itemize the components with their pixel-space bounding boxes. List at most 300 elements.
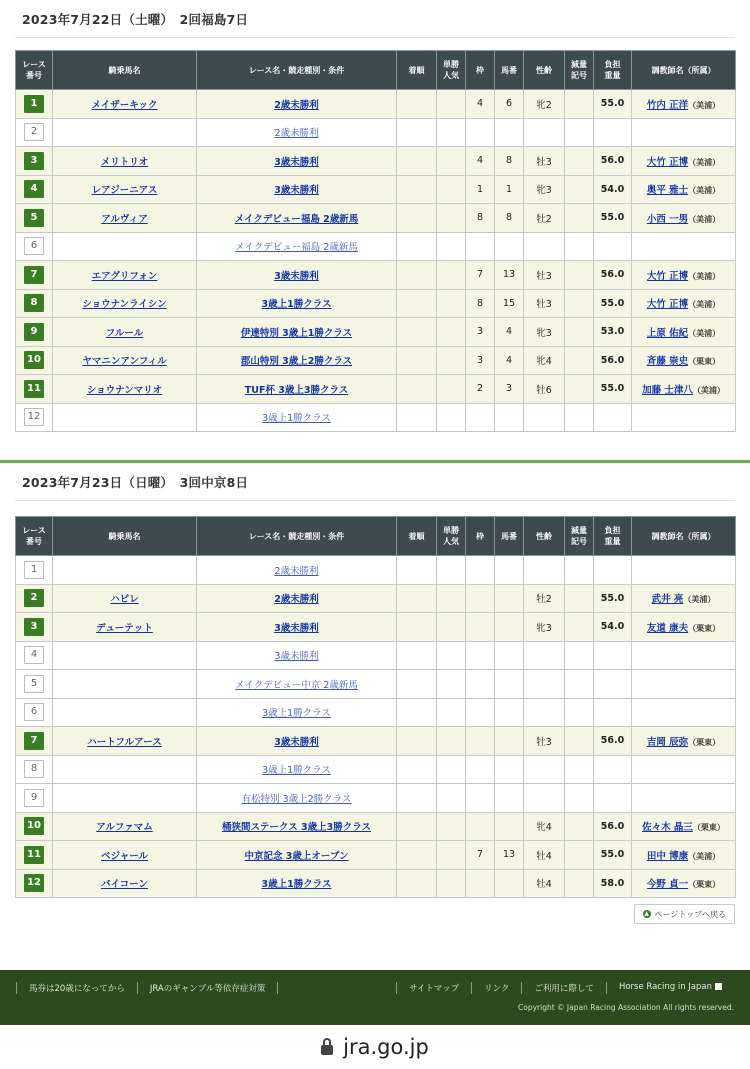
col-waku-header: 枠 <box>466 517 495 556</box>
table-row <box>16 118 736 147</box>
reduction-cell <box>565 375 594 404</box>
trainer-affiliation: （美浦） <box>692 385 725 395</box>
waku-cell: 1 <box>466 175 495 204</box>
race-name-link[interactable]: 2歳未勝利 <box>274 565 319 577</box>
reduction-cell <box>565 755 594 784</box>
weight-cell <box>594 403 632 432</box>
table-row <box>16 869 736 898</box>
table-row <box>16 727 736 756</box>
waku-cell <box>466 698 495 727</box>
trainer-cell <box>632 175 736 204</box>
race-number-badge[interactable]: 12 <box>24 408 44 426</box>
table-row <box>16 204 736 233</box>
col-finish-header: 着順 <box>397 517 437 556</box>
weight-cell <box>594 784 632 813</box>
popularity-cell <box>437 147 466 176</box>
waku-cell <box>466 784 495 813</box>
race-number-cell <box>16 841 53 870</box>
trainer-link[interactable]: 奥平 雅士 <box>646 185 689 197</box>
sex-age-cell: 牡3 <box>524 147 565 176</box>
popularity-cell <box>437 318 466 347</box>
race-number-badge[interactable]: 8 <box>24 760 44 778</box>
col-trainer-header: 調教師名（所属） <box>632 517 736 556</box>
waku-cell <box>466 118 495 147</box>
horse-link[interactable]: エアグリフォン <box>91 270 158 282</box>
footer-link-terms[interactable]: ご利用に際して <box>521 982 606 994</box>
umaban-cell: 8 <box>495 204 524 233</box>
horse-cell <box>53 118 197 147</box>
race-number-badge[interactable]: 2 <box>24 123 44 141</box>
page-top-label: ページトップへ戻る <box>654 909 726 919</box>
table-row <box>16 584 736 613</box>
horse-link[interactable]: ショウナンマリオ <box>86 384 163 396</box>
horse-link[interactable]: メイザーキック <box>91 99 158 111</box>
race-name-link[interactable]: 3歳未勝利 <box>274 185 319 197</box>
table-header-row <box>16 51 736 90</box>
trainer-affiliation: （美浦） <box>688 186 721 196</box>
umaban-cell <box>495 613 524 642</box>
horse-cell <box>53 403 197 432</box>
popularity-cell <box>437 727 466 756</box>
horse-link[interactable]: デューテット <box>96 622 153 634</box>
race-name-link[interactable]: 2歳未勝利 <box>274 594 319 606</box>
race-name-link[interactable]: 有松特別 3歳上2勝クラス <box>241 793 352 805</box>
race-number-badge[interactable]: 10 <box>24 351 44 369</box>
waku-cell <box>466 670 495 699</box>
weight-cell <box>594 118 632 147</box>
address-bar[interactable] <box>0 1025 750 1069</box>
trainer-link[interactable]: 小西 一男 <box>646 213 689 225</box>
race-name-cell <box>197 118 397 147</box>
race-name-cell <box>197 232 397 261</box>
weight-cell: 55.0 <box>594 584 632 613</box>
popularity-cell <box>437 232 466 261</box>
reduction-cell <box>565 869 594 898</box>
race-number-cell <box>16 670 53 699</box>
footer-link-links[interactable]: リンク <box>471 982 521 994</box>
footer-link-sitemap[interactable]: サイトマップ <box>396 982 471 994</box>
race-name-link[interactable]: 2歳未勝利 <box>274 99 319 111</box>
race-number-badge[interactable]: 11 <box>24 846 44 864</box>
popularity-cell <box>437 346 466 375</box>
table-header-row <box>16 517 736 556</box>
race-name-cell <box>197 613 397 642</box>
race-number-badge[interactable]: 5 <box>24 675 44 693</box>
weight-cell <box>594 698 632 727</box>
horse-cell <box>53 346 197 375</box>
weight-cell: 55.0 <box>594 90 632 119</box>
sex-age-cell: 牝3 <box>524 613 565 642</box>
reduction-cell <box>565 175 594 204</box>
sex-age-cell: 牡2 <box>524 584 565 613</box>
finish-cell <box>397 727 437 756</box>
race-number-badge[interactable]: 4 <box>24 180 44 198</box>
finish-cell <box>397 204 437 233</box>
reduction-cell <box>565 784 594 813</box>
race-number-badge[interactable]: 7 <box>24 732 44 750</box>
umaban-cell: 4 <box>495 318 524 347</box>
horse-link[interactable]: アルファマム <box>96 822 153 834</box>
race-number-badge[interactable]: 10 <box>24 817 44 835</box>
trainer-cell <box>632 869 736 898</box>
umaban-cell <box>495 641 524 670</box>
weight-cell: 54.0 <box>594 175 632 204</box>
trainer-link[interactable]: 竹内 正洋 <box>646 99 689 111</box>
footer-left-links <box>16 982 278 994</box>
trainer-affiliation: （栗東） <box>692 823 725 833</box>
col-reduction-header: 減量 記号 <box>565 517 594 556</box>
table-row <box>16 670 736 699</box>
race-name-link[interactable]: 3歳上1勝クラス <box>261 299 332 311</box>
race-name-link[interactable]: 桶狭間ステークス 3歳上3勝クラス <box>222 822 371 834</box>
table-row <box>16 318 736 347</box>
horse-cell <box>53 698 197 727</box>
race-number-badge[interactable]: 3 <box>24 618 44 636</box>
trainer-link[interactable]: 佐々木 晶三 <box>642 822 693 834</box>
race-name-link[interactable]: 3歳未勝利 <box>274 156 319 168</box>
race-name-link[interactable]: 3歳未勝利 <box>274 270 319 282</box>
race-number-cell <box>16 175 53 204</box>
umaban-cell: 15 <box>495 289 524 318</box>
popularity-cell <box>437 289 466 318</box>
horse-cell <box>53 289 197 318</box>
popularity-cell <box>437 812 466 841</box>
race-number-badge[interactable]: 9 <box>24 789 44 807</box>
trainer-cell <box>632 375 736 404</box>
reduction-cell <box>565 289 594 318</box>
popularity-cell <box>437 641 466 670</box>
popularity-cell <box>437 90 466 119</box>
table-row <box>16 175 736 204</box>
race-number-badge[interactable]: 2 <box>24 589 44 607</box>
popularity-cell <box>437 698 466 727</box>
col-race-no-header: レース 番号 <box>16 517 53 556</box>
race-number-badge[interactable]: 9 <box>24 323 44 341</box>
trainer-link[interactable]: 加藤 士津八 <box>642 384 693 396</box>
footer-link-gambling[interactable]: JRAのギャンブル等依存症対策 <box>137 982 279 994</box>
race-name-link[interactable]: 3歳上1勝クラス <box>261 879 332 891</box>
finish-cell <box>397 90 437 119</box>
trainer-link[interactable]: 田中 博康 <box>646 850 689 862</box>
reduction-cell <box>565 841 594 870</box>
race-number-cell <box>16 261 53 290</box>
horse-link[interactable]: ハートフルアース <box>87 736 162 748</box>
umaban-cell <box>495 869 524 898</box>
footer-link-english[interactable] <box>606 982 734 994</box>
race-number-badge[interactable]: 5 <box>24 209 44 227</box>
trainer-affiliation: （美浦） <box>688 271 721 281</box>
sex-age-cell <box>524 232 565 261</box>
col-race-name-header: レース名・競走種別・条件 <box>197 51 397 90</box>
horse-link[interactable]: アルヴィア <box>101 213 148 225</box>
col-race-name-header: レース名・競走種別・条件 <box>197 517 397 556</box>
race-number-cell <box>16 698 53 727</box>
reduction-cell <box>565 584 594 613</box>
trainer-cell <box>632 403 736 432</box>
col-sex-age-header: 性齢 <box>524 51 565 90</box>
waku-cell: 7 <box>466 261 495 290</box>
popularity-cell <box>437 375 466 404</box>
horse-cell <box>53 841 197 870</box>
race-number-badge[interactable]: 6 <box>24 703 44 721</box>
trainer-link[interactable]: 友道 康夫 <box>646 622 689 634</box>
race-name-link[interactable]: 郡山特別 3歳上2勝クラス <box>240 356 353 368</box>
waku-cell <box>466 727 495 756</box>
popularity-cell <box>437 869 466 898</box>
weight-cell: 56.0 <box>594 727 632 756</box>
race-name-link[interactable]: 2歳未勝利 <box>274 128 319 140</box>
table-row <box>16 784 736 813</box>
race-number-cell <box>16 118 53 147</box>
trainer-link[interactable]: 斉藤 崇史 <box>646 356 689 368</box>
popularity-cell <box>437 584 466 613</box>
race-name-cell <box>197 147 397 176</box>
umaban-cell <box>495 727 524 756</box>
trainer-link[interactable]: 武井 亮 <box>651 594 684 606</box>
waku-cell: 2 <box>466 375 495 404</box>
waku-cell: 4 <box>466 90 495 119</box>
col-finish-header: 着順 <box>397 51 437 90</box>
arrow-up-icon: ▲ <box>644 910 649 917</box>
race-number-badge[interactable]: 6 <box>24 237 44 255</box>
waku-cell: 3 <box>466 318 495 347</box>
table-row <box>16 556 736 585</box>
horse-cell <box>53 204 197 233</box>
race-number-cell <box>16 812 53 841</box>
horse-link[interactable]: メリトリオ <box>100 156 149 168</box>
umaban-cell: 8 <box>495 147 524 176</box>
table-row <box>16 346 736 375</box>
popularity-cell <box>437 613 466 642</box>
finish-cell <box>397 812 437 841</box>
trainer-affiliation: （美浦） <box>688 300 721 310</box>
race-name-cell <box>197 869 397 898</box>
umaban-cell <box>495 698 524 727</box>
day2-heading: 2023年7月23日（日曜） 3回中京8日 <box>22 474 249 490</box>
race-name-link[interactable]: メイクデビュー福島 2歳新馬 <box>235 242 358 254</box>
waku-cell <box>466 812 495 841</box>
table-row <box>16 375 736 404</box>
page-top-button[interactable] <box>634 904 735 924</box>
finish-cell <box>397 403 437 432</box>
external-link-icon <box>715 983 722 990</box>
popularity-cell <box>437 784 466 813</box>
popularity-cell <box>437 204 466 233</box>
trainer-cell <box>632 841 736 870</box>
reduction-cell <box>565 90 594 119</box>
reduction-cell <box>565 727 594 756</box>
horse-cell <box>53 147 197 176</box>
sex-age-cell: 牝3 <box>524 318 565 347</box>
horse-cell <box>53 584 197 613</box>
popularity-cell <box>437 556 466 585</box>
weight-cell: 58.0 <box>594 869 632 898</box>
weight-cell: 55.0 <box>594 841 632 870</box>
finish-cell <box>397 641 437 670</box>
race-name-cell <box>197 727 397 756</box>
umaban-cell <box>495 556 524 585</box>
race-number-cell <box>16 727 53 756</box>
horse-link[interactable]: ベジャール <box>100 850 149 862</box>
trainer-link[interactable]: 上原 佑紀 <box>646 327 689 339</box>
horse-cell <box>53 755 197 784</box>
trainer-cell <box>632 556 736 585</box>
sex-age-cell: 牝3 <box>524 175 565 204</box>
horse-cell <box>53 641 197 670</box>
race-number-cell <box>16 375 53 404</box>
weight-cell: 56.0 <box>594 261 632 290</box>
reduction-cell <box>565 613 594 642</box>
race-name-cell <box>197 698 397 727</box>
trainer-link[interactable]: 吉岡 辰弥 <box>646 736 689 748</box>
umaban-cell: 13 <box>495 841 524 870</box>
reduction-cell <box>565 641 594 670</box>
weight-cell: 56.0 <box>594 812 632 841</box>
race-name-link[interactable]: 伊達特別 3歳上1勝クラス <box>240 327 353 339</box>
race-name-link[interactable]: 3歳未勝利 <box>274 622 319 634</box>
finish-cell <box>397 584 437 613</box>
horse-link[interactable]: バイコーン <box>101 879 148 891</box>
table-row <box>16 841 736 870</box>
weight-cell: 56.0 <box>594 346 632 375</box>
reduction-cell <box>565 556 594 585</box>
col-weight-header: 負担 重量 <box>594 517 632 556</box>
race-name-link[interactable]: 3歳未勝利 <box>274 736 319 748</box>
race-number-badge[interactable]: 8 <box>24 294 44 312</box>
table-row <box>16 812 736 841</box>
race-name-link[interactable]: 3歳上1勝クラス <box>262 708 331 720</box>
day1-heading-rule <box>15 37 735 38</box>
sex-age-cell: 牝4 <box>524 812 565 841</box>
sex-age-cell <box>524 641 565 670</box>
umaban-cell: 3 <box>495 375 524 404</box>
sex-age-cell <box>524 755 565 784</box>
race-number-badge[interactable]: 7 <box>24 266 44 284</box>
weight-cell: 55.0 <box>594 289 632 318</box>
race-number-cell <box>16 346 53 375</box>
finish-cell <box>397 232 437 261</box>
horse-link[interactable]: レアジーニアス <box>91 185 158 197</box>
race-number-badge[interactable]: 1 <box>24 561 44 579</box>
weight-cell <box>594 556 632 585</box>
umaban-cell <box>495 812 524 841</box>
race-name-cell <box>197 584 397 613</box>
finish-cell <box>397 698 437 727</box>
horse-link[interactable]: ヤマニンアンフィル <box>82 356 167 368</box>
sex-age-cell: 牡3 <box>524 727 565 756</box>
popularity-cell <box>437 175 466 204</box>
footer-link-age[interactable]: 馬券は20歳になってから <box>16 982 137 994</box>
umaban-cell <box>495 584 524 613</box>
race-name-cell <box>197 346 397 375</box>
race-number-badge[interactable]: 3 <box>24 152 44 170</box>
trainer-link[interactable]: 大竹 正博 <box>646 156 689 168</box>
horse-cell <box>53 613 197 642</box>
trainer-cell <box>632 261 736 290</box>
popularity-cell <box>437 261 466 290</box>
race-name-cell <box>197 812 397 841</box>
weight-cell: 54.0 <box>594 613 632 642</box>
trainer-cell <box>632 613 736 642</box>
table-row <box>16 698 736 727</box>
race-number-cell <box>16 318 53 347</box>
horse-link[interactable]: ハビレ <box>110 594 139 606</box>
trainer-cell <box>632 232 736 261</box>
race-number-cell <box>16 556 53 585</box>
trainer-cell <box>632 346 736 375</box>
sex-age-cell: 牡4 <box>524 841 565 870</box>
finish-cell <box>397 841 437 870</box>
race-name-link[interactable]: 中京記念 3歳上オープン <box>244 850 349 862</box>
race-number-badge[interactable]: 12 <box>24 874 44 892</box>
col-race-no-header: レース 番号 <box>16 51 53 90</box>
race-name-link[interactable]: TUF杯 3歳上3勝クラス <box>244 384 349 396</box>
table-row <box>16 289 736 318</box>
horse-cell <box>53 175 197 204</box>
trainer-cell <box>632 727 736 756</box>
reduction-cell <box>565 261 594 290</box>
race-number-cell <box>16 613 53 642</box>
weight-cell <box>594 755 632 784</box>
table-row <box>16 90 736 119</box>
horse-cell <box>53 784 197 813</box>
race-name-link[interactable]: 3歳上1勝クラス <box>262 413 331 425</box>
trainer-link[interactable]: 大竹 正博 <box>646 299 689 311</box>
horse-cell <box>53 812 197 841</box>
reduction-cell <box>565 204 594 233</box>
waku-cell: 7 <box>466 841 495 870</box>
race-number-cell <box>16 147 53 176</box>
race-number-badge[interactable]: 4 <box>24 646 44 664</box>
trainer-affiliation: （栗東） <box>688 880 721 890</box>
finish-cell <box>397 118 437 147</box>
table-row <box>16 147 736 176</box>
sex-age-cell: 牡2 <box>524 204 565 233</box>
popularity-cell <box>437 118 466 147</box>
lock-icon <box>321 1045 333 1055</box>
popularity-cell <box>437 403 466 432</box>
sex-age-cell: 牝4 <box>524 346 565 375</box>
sex-age-cell: 牡4 <box>524 869 565 898</box>
race-name-cell <box>197 90 397 119</box>
trainer-affiliation: （栗東） <box>688 623 721 633</box>
race-name-link[interactable]: 3歳上1勝クラス <box>262 765 331 777</box>
race-number-cell <box>16 289 53 318</box>
horse-link[interactable]: ショウナンライシン <box>82 299 167 311</box>
race-name-link[interactable]: 3歳未勝利 <box>274 651 319 663</box>
waku-cell <box>466 613 495 642</box>
waku-cell: 3 <box>466 346 495 375</box>
trainer-cell <box>632 90 736 119</box>
trainer-link[interactable]: 今野 貞一 <box>646 879 689 891</box>
horse-link[interactable]: フルール <box>105 327 144 339</box>
race-name-link[interactable]: メイクデビュー中京 2歳新馬 <box>235 679 358 691</box>
reduction-cell <box>565 147 594 176</box>
url-text: jra.go.jp <box>343 1035 429 1059</box>
waku-cell <box>466 556 495 585</box>
race-name-cell <box>197 841 397 870</box>
sex-age-cell <box>524 118 565 147</box>
race-name-link[interactable]: メイクデビュー福島 2歳新馬 <box>234 213 359 225</box>
trainer-cell <box>632 670 736 699</box>
trainer-link[interactable]: 大竹 正博 <box>646 270 689 282</box>
umaban-cell <box>495 784 524 813</box>
race-number-badge[interactable]: 1 <box>24 95 44 113</box>
race-number-cell <box>16 232 53 261</box>
race-number-badge[interactable]: 11 <box>24 380 44 398</box>
umaban-cell <box>495 118 524 147</box>
race-name-cell <box>197 204 397 233</box>
